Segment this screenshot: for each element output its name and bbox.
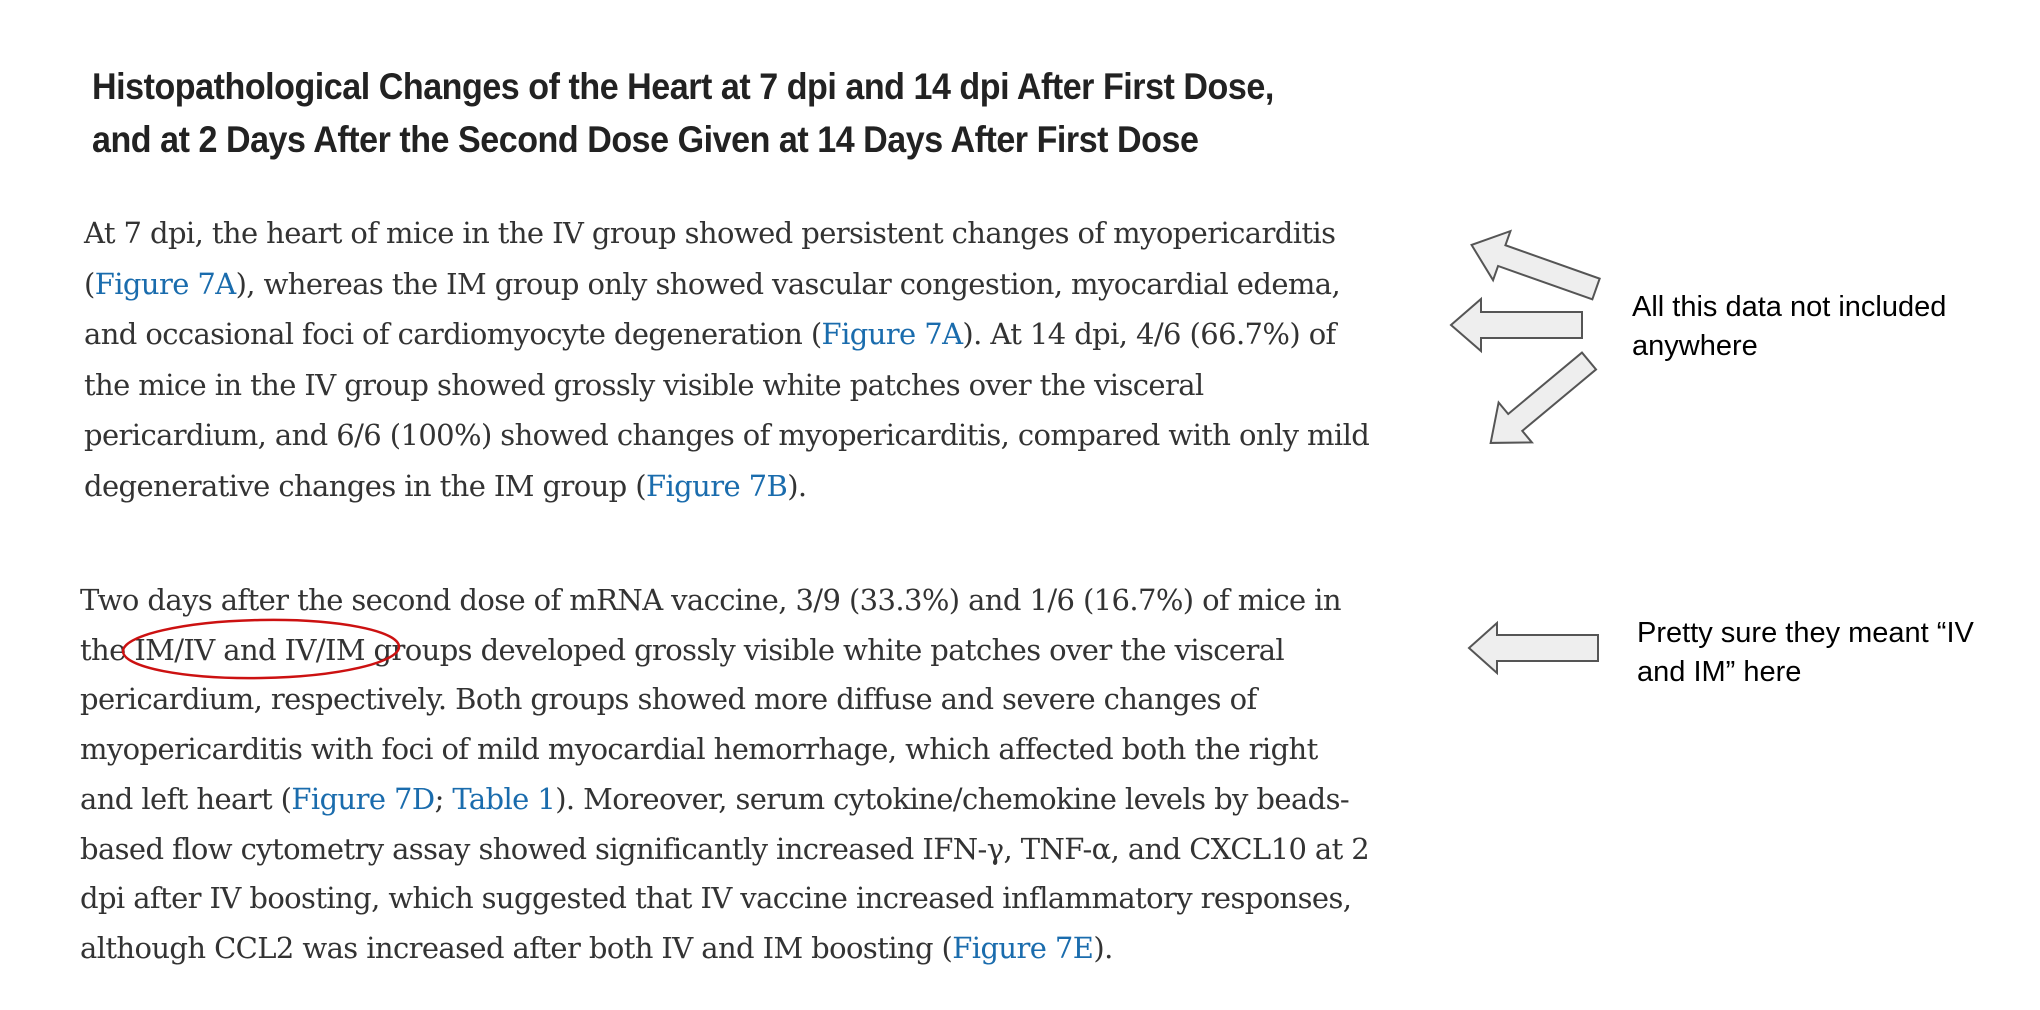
text-fragment: ( — [84, 266, 95, 301]
text-fragment: ), whereas the IM group only showed vascular congestion, myocardial edema, — [235, 266, 1341, 301]
text-fragment: although CCL2 was increased after both IV and IM boosting ( — [80, 930, 953, 965]
table-1-link[interactable]: Table 1 — [452, 781, 556, 816]
text-fragment: and left heart ( — [80, 781, 292, 816]
text-fragment: ). At 14 dpi, 4/6 (66.7%) of — [962, 317, 1336, 351]
figure-7d-link[interactable]: Figure 7D — [291, 781, 435, 816]
heading-line-2: and at 2 Days After the Second Dose Given at 14 Days After First Dose — [92, 119, 1199, 160]
paragraph-2-line-6: based flow cytometry assay showed significantly increased IFN-γ, TNF-α, and CXCL10 at 2 — [80, 831, 1370, 866]
figure-7e-link[interactable]: Figure 7E — [952, 930, 1094, 965]
arrow-down-left-icon — [1474, 341, 1606, 463]
arrow-up-left-icon — [1463, 220, 1605, 313]
paragraph-1-line-5: pericardium, and 6/6 (100%) showed changes of myopericarditis, compared with only mild — [84, 418, 1370, 452]
annotation-note-2-line-1: Pretty sure they meant “IV — [1637, 617, 1974, 649]
text-fragment: and occasional foci of cardiomyocyte degeneration ( — [84, 317, 822, 351]
arrow-left-icon — [1451, 299, 1582, 351]
paragraph-1-line-4: the mice in the IV group showed grossly visible white patches over the visceral — [84, 367, 1204, 402]
figure-7b-link[interactable]: Figure 7B — [645, 468, 788, 503]
annotation-note-2-line-2: and IM” here — [1637, 656, 1802, 688]
circled-group-text: IM/IV and IV/IM — [134, 632, 365, 667]
text-fragment: ; — [434, 781, 453, 816]
text-fragment: groups developed grossly visible white patches over the visceral — [364, 632, 1285, 667]
paragraph-2-line-4: myopericarditis with foci of mild myocardial hemorrhage, which affected both the right — [80, 732, 1318, 767]
text-fragment: ). Moreover, serum cytokine/chemokine levels by beads- — [555, 781, 1350, 816]
arrow-left-icon — [1469, 623, 1598, 673]
paragraph-2-line-7: dpi after IV boosting, which suggested that IV vaccine increased inflammatory responses, — [80, 881, 1352, 916]
paragraph-2-line-3: pericardium, respectively. Both groups showed more diffuse and severe changes of — [80, 682, 1257, 717]
figure-7a-link[interactable]: Figure 7A — [94, 266, 236, 301]
paragraph-1-line-1: At 7 dpi, the heart of mice in the IV group showed persistent changes of myopericarditis — [84, 216, 1336, 250]
text-fragment: degenerative changes in the IM group ( — [84, 468, 646, 503]
text-fragment: the — [80, 632, 135, 667]
annotation-note-1-line-1: All this data not included — [1632, 291, 1947, 323]
paragraph-2-line-1: Two days after the second dose of mRNA vaccine, 3/9 (33.3%) and 1/6 (16.7%) of mice in — [80, 583, 1341, 617]
figure-7a-link[interactable]: Figure 7A — [821, 317, 963, 351]
annotation-note-1-line-2: anywhere — [1632, 330, 1758, 362]
highlight-circle — [123, 618, 400, 681]
heading-line-1: Histopathological Changes of the Heart at 7 dpi and 14 dpi After First Dose, — [92, 66, 1274, 107]
text-fragment: ). — [787, 468, 807, 503]
text-fragment: ). — [1093, 930, 1113, 965]
